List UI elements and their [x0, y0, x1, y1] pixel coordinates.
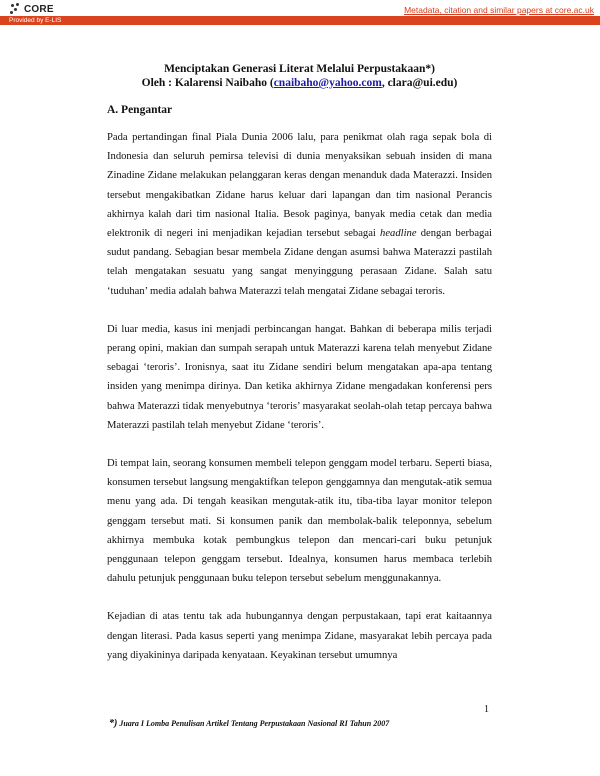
page-number: 1 [484, 704, 489, 715]
provided-by-bar [0, 16, 600, 25]
footnote-text: Juara I Lomba Penulisan Artikel Tentang Perpustakaan Nasional RI Tahun 2007 [117, 719, 390, 728]
footnote-mark: *) [109, 718, 118, 729]
provided-by-text[interactable]: Provided by E-LIS [9, 17, 62, 24]
core-logo-text: CORE [24, 3, 54, 15]
author-prefix: Oleh : Kalarensi Naibaho ( [141, 77, 274, 89]
paragraph-1-italic: headline [380, 228, 417, 240]
paragraph-1 [107, 128, 492, 301]
document-title: Menciptakan Generasi Literat Melalui Perpustakaan*) [164, 63, 435, 75]
section-heading: A. Pengantar [107, 104, 173, 116]
author-line [107, 76, 492, 90]
paragraph-1-text-a: Pada pertandingan final Piala Dunia 2006 lalu, para penikmat olah raga sepak bola di Indonesia dan seluruh pemirsa televisi di dunia menyaksikan sebuah insiden di mana Zinadine Zidane melakukan pelanggaran keras dengan menanduk dada Materazzi. Insiden tersebut mengakibatkan Zidane harus keluar dari lapangan dan tim nasional Perancis akhirnya kalah dari tim nasional Italia. Besok paginya, banyak media cetak dan media elektronik di negeri ini menjadikan kejadian tersebut sebagai [107, 132, 492, 240]
paragraph-4: Kejadian di atas tentu tak ada hubungannya dengan perpustakaan, tapi erat kaitaannya dengan literasi. Pada kasus seperti yang menimpa Zidane, masyarakat lebih percaya pada yang diyakininya daripada kenyataan. Keyakinan tersebut umumnya [107, 611, 492, 661]
footnote [109, 718, 389, 729]
paragraph-1-text-b: dengan berbagai sudut pandang. Sebagian besar membela Zidane dengan asumsi bahwa Materazzi pastilah telah mengatakan sesuatu yang sangat menyinggung perasaan Zidane. Salah satu ‘tuduhan’ media adalah bahwa Materazzi telah mengatai Zidane sebagai teroris. [107, 228, 492, 297]
metadata-link[interactable]: Metadata, citation and similar papers at core.ac.uk [404, 5, 594, 15]
paragraph-3: Di tempat lain, seorang konsumen membeli telepon genggam model terbaru. Seperti biasa, konsumen tersebut langsung mengaktifkan telepon genggamnya dan mengutak-atik semua menu yang ada. Di tengah keasikan mengutak-atik itu, tiba-tiba layar monitor telepon genggam tersebut mati. Si konsumen panik dan membolak-balik teleponnya, sebelum akhirnya membuka kotak pembungkus telepon dan mencari-cari buku petunjuk penggunaan telepon genggam tersebut. Idealnya, konsumen harus membaca terlebih dahulu petunjuk penggunaan buku telepon tersebut sebelum menggunakannya. [107, 458, 492, 585]
core-logo-icon [10, 3, 22, 15]
core-logo[interactable] [10, 3, 54, 15]
document-body [107, 62, 492, 665]
paragraph-2: Di luar media, kasus ini menjadi perbincangan hangat. Bahkan di beberapa milis terjadi perang opini, makian dan sumpah serapah untuk Materazzi karena telah menyebut Zidane sebagai ‘teroris’. Ironisnya, saat itu Zidane sendiri belum mengatakan apa-apa tentang insiden yang menimpa dirinya. Dan ketika akhirnya Zidane mengadakan konferensi pers bahwa Materazzi tidak menyebutnya ‘teroris’ masyarakat seolah-olah tetap percaya bahwa Materazzi pastilah telah menyebut Zidane ‘teroris’. [107, 323, 492, 431]
author-suffix: , clara@ui.edu) [381, 77, 458, 89]
author-email-link[interactable]: cnaibaho@yahoo.com [273, 77, 382, 89]
